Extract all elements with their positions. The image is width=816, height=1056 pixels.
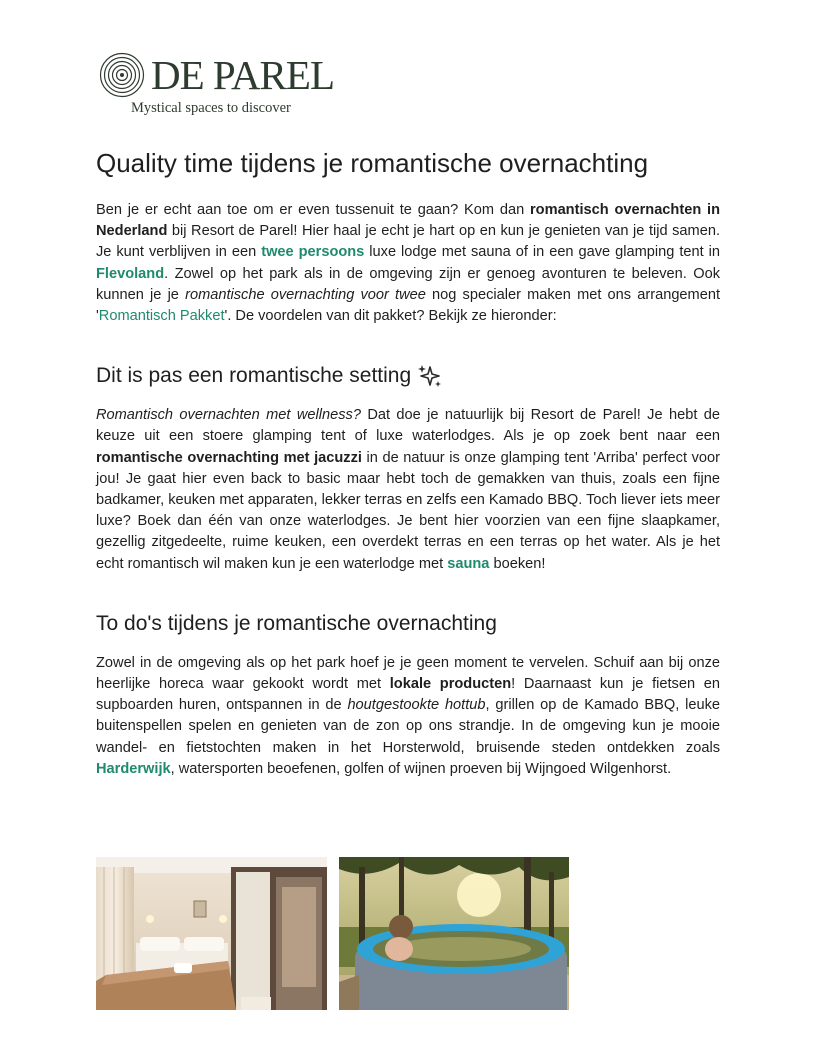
text-span: in de natuur is onze glamping tent 'Arriba' perfect voor jou! Je gaat hier even back to basic maar hebt toch de gemakken van thuis, zoals een fijne badkamer, keuken met apparaten, lekker terras en zelfs een Kamado BBQ. Toch liever iets meer luxe? Boek dan één van onze waterlodges. Je bent hier voorzien van een fijne slaapkamer, gezellig zitgedeelte, ruime keuken, een overdekt terras en een terras op het water. Als je het echt romantisch wil maken kun je een waterlodge met	[96, 449, 720, 572]
text-span: bij Resort de Parel! Hier haal je echt je hart op en kun je genieten van je tijd samen. Je kunt verblijven in een	[96, 223, 720, 261]
bold-text: romantische overnachting met jacuzzi	[96, 449, 362, 466]
italic-text: romantische overnachting voor twee	[185, 286, 426, 303]
bold-text: romantisch overnachten in Nederland	[96, 202, 720, 240]
brand-tagline: Mystical spaces to discover	[131, 100, 291, 116]
text-span: Ben je er echt aan toe om er even tussenuit te gaan? Kom dan	[96, 202, 530, 218]
italic-text: Romantisch overnachten met wellness?	[96, 407, 361, 424]
link-sauna[interactable]: sauna	[447, 555, 490, 572]
brand-name: DE PAREL	[151, 52, 334, 98]
page-title: Quality time tijdens je romantische overnachting	[96, 148, 649, 178]
todos-paragraph	[96, 653, 720, 780]
link-twee-persoons[interactable]: twee persoons	[261, 244, 365, 261]
section-heading-todos: To do's tijdens je romantische overnachting	[96, 611, 497, 635]
text-span: . Zowel op het park als in de omgeving zijn er genoeg avonturen te beleven. Ook kunnen je je	[96, 265, 720, 303]
text-span: , watersporten beoefenen, golfen of wijnen proeven bij Wijngoed Wilgenhorst.	[170, 760, 672, 777]
logo-rings-icon	[99, 52, 145, 98]
article	[96, 146, 720, 780]
bedroom-photo	[96, 857, 327, 1010]
setting-paragraph	[96, 405, 720, 575]
link-flevoland[interactable]: Flevoland	[96, 265, 165, 282]
text-span: luxe lodge met sauna of in een gave glamping tent in	[364, 244, 721, 261]
text-span: , grillen op de Kamado BBQ, leuke buitenspellen spelen en genieten van de zon op ons strandje. In de omgeving kun je mooie wandel- en fietstochten maken in het Horsterwold, bruisende steden ontdekken zoals	[96, 697, 721, 756]
heading-text: Dit is pas een romantische setting	[96, 364, 412, 388]
section-heading-setting	[96, 361, 720, 391]
text-span: '. De voordelen van dit pakket? Bekijk ze hieronder:	[224, 308, 557, 325]
sparkles-icon	[417, 363, 443, 389]
italic-text: houtgestookte hottub	[347, 697, 486, 714]
link-romantisch-pakket[interactable]: Romantisch Pakket	[98, 308, 225, 325]
bold-text: lokale producten	[389, 676, 512, 693]
hottub-photo	[339, 857, 569, 1010]
link-harderwijk[interactable]: Harderwijk	[96, 760, 171, 777]
text-span: boeken!	[489, 555, 546, 572]
text-span: nog specialer maken met ons arrangement '	[96, 286, 720, 325]
text-span: ! Daarnaast kun je fietsen en supboarden huren, ontspannen in de	[96, 676, 720, 714]
intro-paragraph	[96, 200, 720, 327]
text-span: Zowel in de omgeving als op het park hoef je je geen moment te vervelen. Schuif aan bij onze heerlijke horeca waar gekookt wordt met	[96, 654, 720, 693]
text-span: Dat doe je natuurlijk bij Resort de Parel! Je hebt de keuze uit een stoere glamping tent of luxe waterlodges. Als je op zoek bent naar een	[96, 407, 720, 445]
